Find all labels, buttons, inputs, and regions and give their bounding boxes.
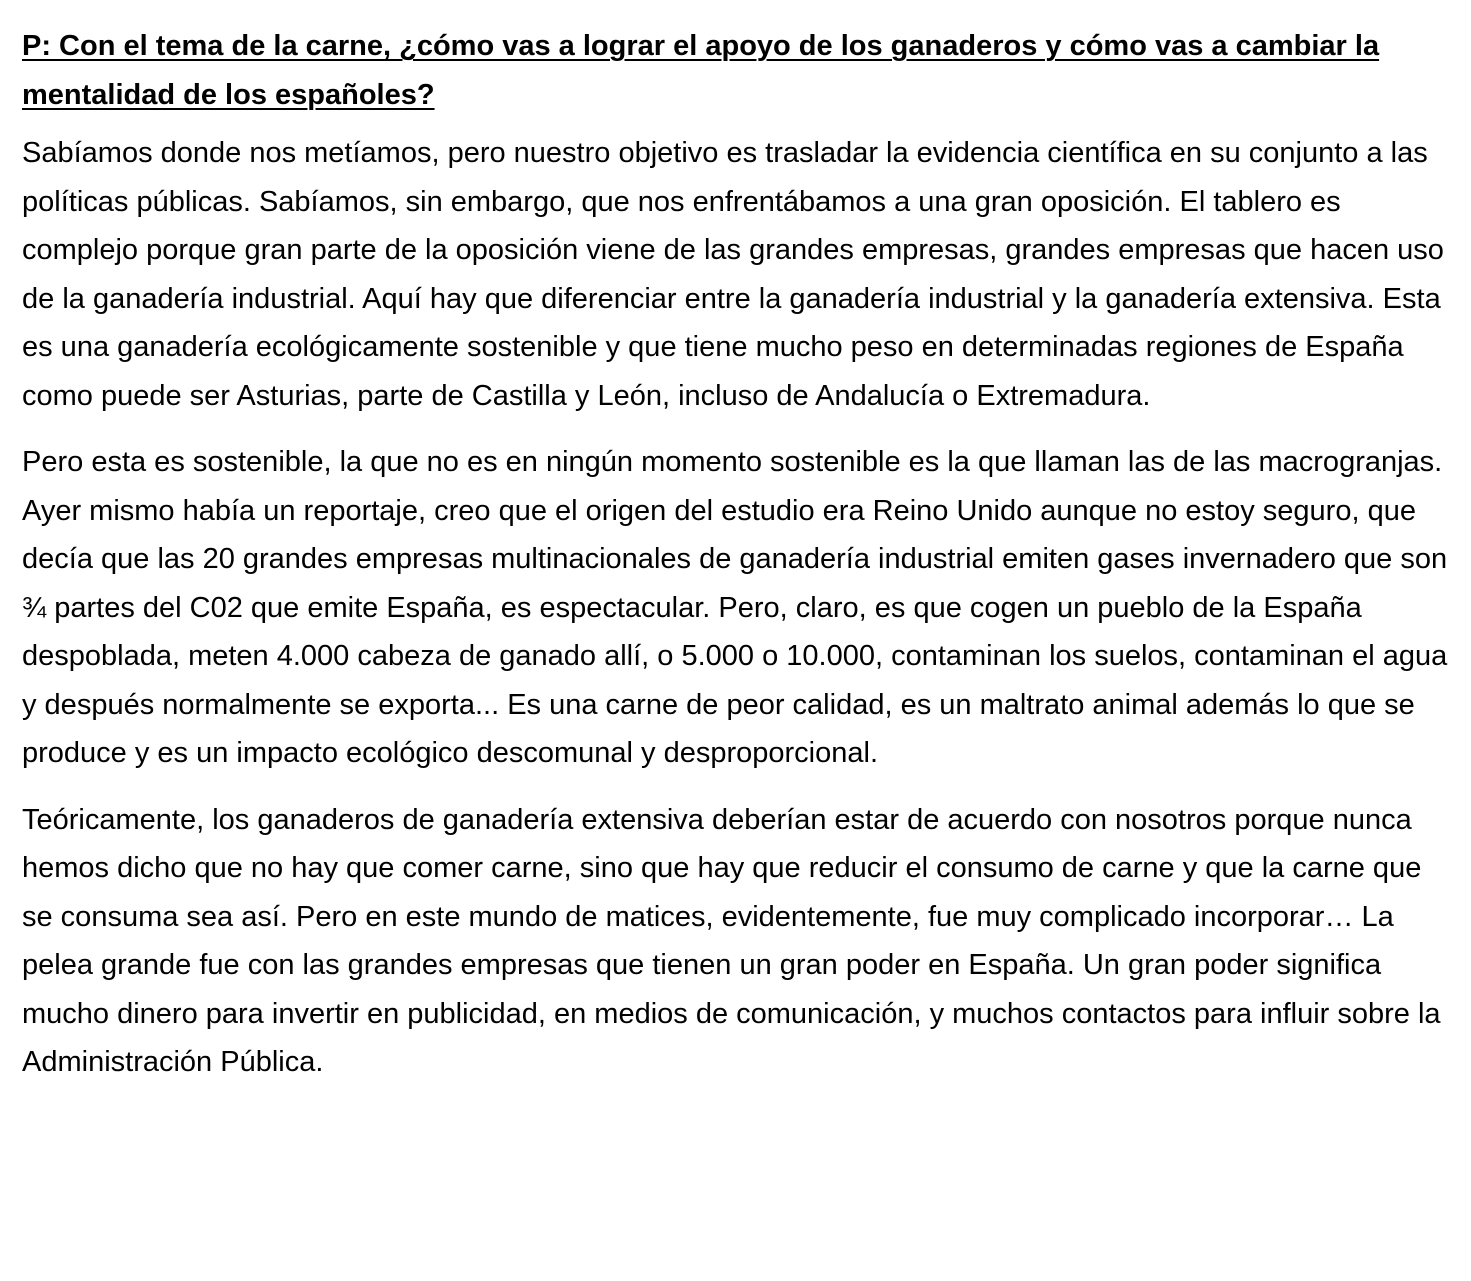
answer-paragraph-2: Pero esta es sostenible, la que no es en ningún momento sostenible es la que llaman las de las macrogranjas. Ayer mismo había un reportaje, creo que el origen del estudio era Reino Unido aunque no estoy seguro, que decía que las 20 grandes empresas multinacionales de ganadería industrial emiten gases invernadero que son ¾ partes del C02 que emite España, es espectacular. Pero, claro, es que cogen un pueblo de la España despoblada, meten 4.000 cabeza de ganado allí, o 5.000 o 10.000, contaminan los suelos, contaminan el agua y después normalmente se exporta... Es una carne de peor calidad, es un maltrato animal además lo que se produce y es un impacto ecológico descomunal y desproporcional. [22, 446, 1448, 769]
document-page [22, 22, 1452, 1105]
answer-paragraph-3: Teóricamente, los ganaderos de ganadería extensiva deberían estar de acuerdo con nosotros porque nunca hemos dicho que no hay que comer carne, sino que hay que reducir el consumo de carne y que la carne que se consuma sea así. Pero en este mundo de matices, evidentemente, fue muy complicado incorporar… La pelea grande fue con las grandes empresas que tienen un gran poder en España. Un gran poder significa mucho dinero para invertir en publicidad, en medios de comunicación, y muchos contactos para influir sobre la Administración Pública. [22, 803, 1441, 1078]
answer-paragraph-1: Sabíamos donde nos metíamos, pero nuestro objetivo es trasladar la evidencia científica en su conjunto a las políticas públicas. Sabíamos, sin embargo, que nos enfrentábamos a una gran oposición. El tablero es complejo porque gran parte de la oposición viene de las grandes empresas, grandes empresas que hacen uso de la ganadería industrial. Aquí hay que diferenciar entre la ganadería industrial y la ganadería extensiva. Esta es una ganadería ecológicamente sostenible y que tiene mucho peso en determinadas regiones de España como puede ser Asturias, parte de Castilla y León, incluso de Andalucía o Extremadura. [22, 137, 1444, 412]
interview-question: P: Con el tema de la carne, ¿cómo vas a lograr el apoyo de los ganaderos y cómo vas a cambiar la mentalidad de los españoles? [22, 30, 1380, 111]
